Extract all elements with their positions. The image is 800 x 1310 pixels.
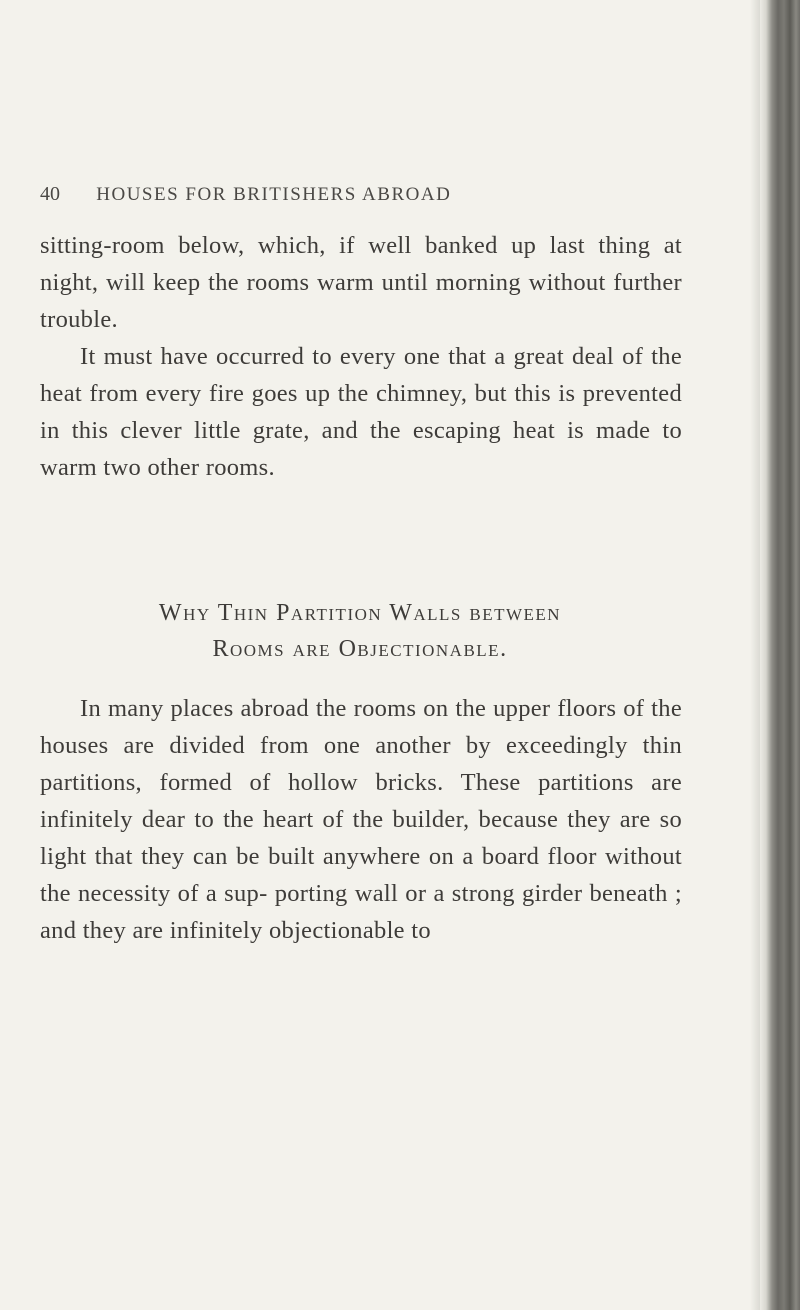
section-heading-line-1: Why Thin Partition Walls between — [158, 600, 562, 626]
running-head — [40, 183, 680, 213]
page-edge-shadow — [750, 0, 760, 1310]
page-edge — [760, 0, 800, 1310]
running-title: HOUSES FOR BRITISHERS ABROAD — [96, 184, 452, 205]
section-heading-line-2: Rooms are Objectionable. — [212, 636, 508, 662]
section-heading — [40, 595, 680, 667]
paragraph-fire-heat: It must have occurred to every one that a great deal of the heat from every fire goes up the chimney, but this is prevented in this clever little grate, and the escaping heat is made to warm two other rooms. — [40, 343, 682, 481]
paragraph-partitions: In many places abroad the rooms on the upper floors of the houses are divided from one another by exceedingly thin partitions, formed of hollow bricks. These partitions are infinitely dear to the heart of the builder, because they are so light that they can be built anywhere on a board floor without the necessity of a sup- porting wall or a strong girder beneath ; and they are infinitely objectionable to — [40, 695, 682, 944]
paragraph-continuation: sitting-room below, which, if well banked up last thing at night, will keep the rooms warm until morning without further trouble. — [40, 232, 682, 333]
opening-text — [40, 227, 682, 486]
page-number: 40 — [40, 183, 60, 205]
section-text — [40, 690, 682, 949]
